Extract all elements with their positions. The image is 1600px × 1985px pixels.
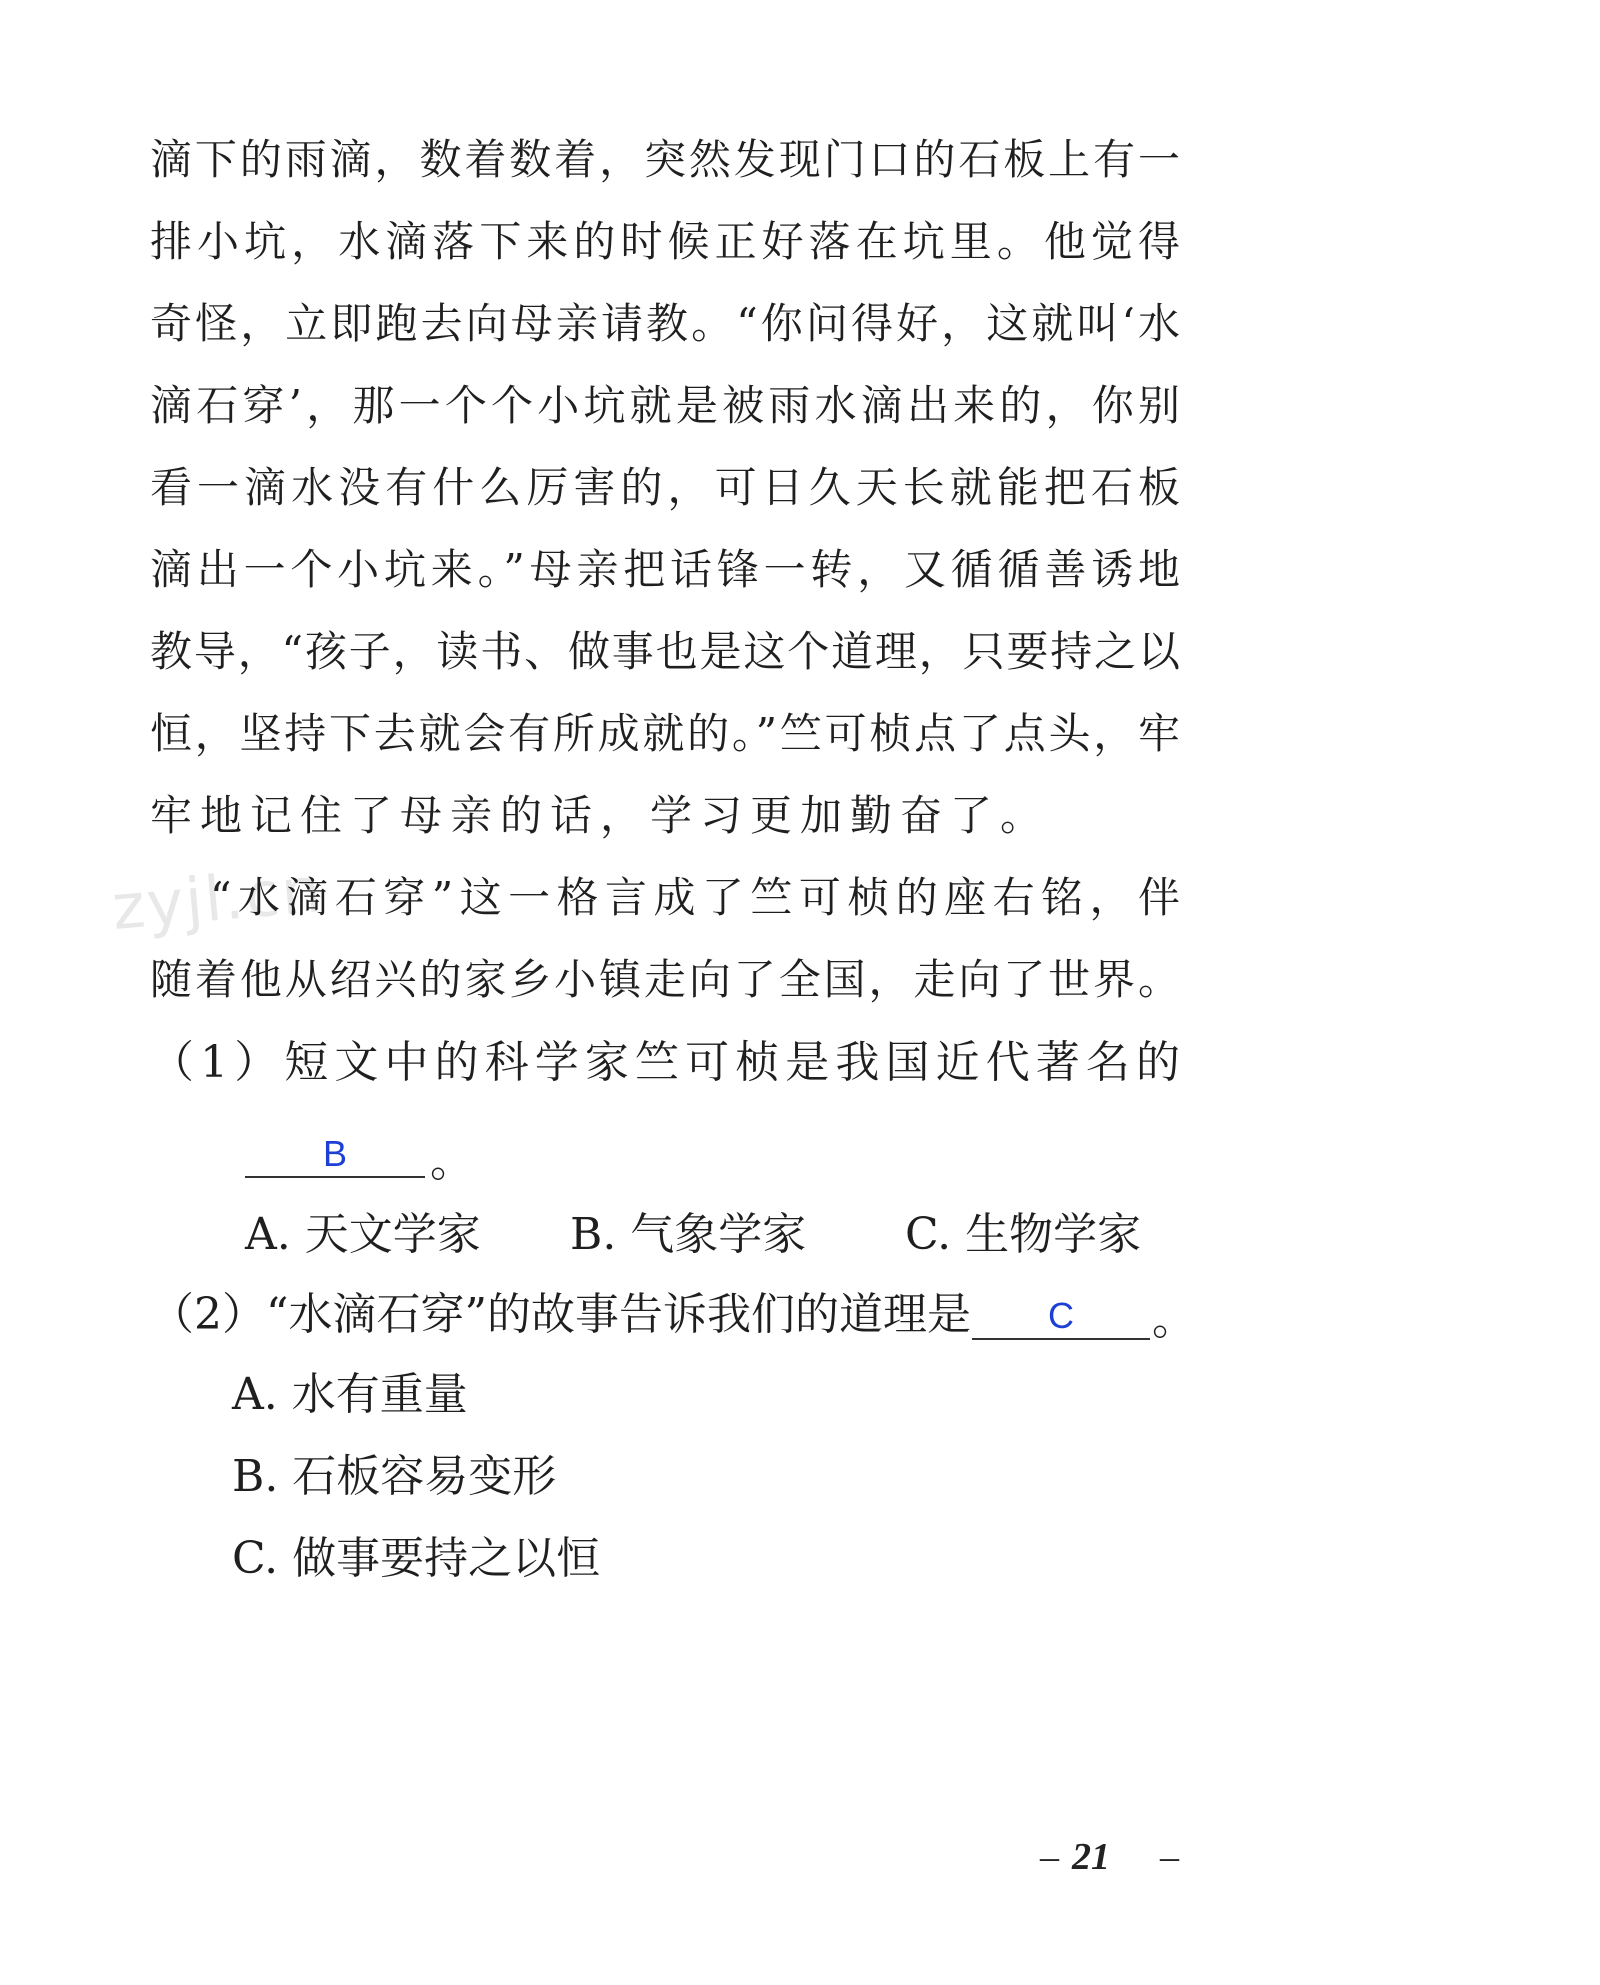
passage-line: 随着他从绍兴的家乡小镇走向了全国，走向了世界。 xyxy=(150,955,1180,1004)
passage-line: 排小坑，水滴落下来的时候正好落在坑里。他觉得 xyxy=(150,217,1180,266)
passage-line: 滴石穿’，那一个个小坑就是被雨水滴出来的，你别 xyxy=(150,381,1180,430)
passage-line: 牢地记住了母亲的话，学习更加勤奋了。 xyxy=(150,791,1051,840)
passage-line: 看一滴水没有什么厉害的，可日久天长就能把石板 xyxy=(150,463,1180,512)
passage-line: 恒，坚持下去就会有所成就的。”竺可桢点了点头，牢 xyxy=(150,709,1180,758)
question-2-option-c: C. 做事要持之以恒 xyxy=(232,1533,601,1584)
question-1-answer-blank[interactable] xyxy=(245,1128,425,1178)
question-2-option-a: A. 水有重量 xyxy=(232,1369,468,1420)
passage-line: 教导，“孩子，读书、做事也是这个道理，只要持之以 xyxy=(150,627,1180,676)
page-number-dash-left: – xyxy=(1040,1836,1059,1878)
passage-line: 滴下的雨滴，数着数着，突然发现门口的石板上有一 xyxy=(150,135,1180,184)
passage-line: “水滴石穿”这一格言成了竺可桢的座右铭，伴 xyxy=(210,873,1180,922)
question-2-option-b: B. 石板容易变形 xyxy=(232,1451,557,1502)
question-1-option-c: C. 生物学家 xyxy=(905,1209,1142,1260)
page-number: 21 xyxy=(1072,1836,1110,1878)
passage-line: 奇怪，立即跑去向母亲请教。“你问得好，这就叫‘水 xyxy=(150,299,1180,348)
question-1-option-b: B. 气象学家 xyxy=(570,1209,807,1260)
question-1-option-a: A. 天文学家 xyxy=(245,1209,481,1260)
question-1-end-mark: 。 xyxy=(430,1136,474,1187)
question-2-prompt: （2）“水滴石穿”的故事告诉我们的道理是 xyxy=(150,1289,971,1340)
question-1-prompt: （1）短文中的科学家竺可桢是我国近代著名的 xyxy=(150,1037,1180,1088)
question-2-answer-blank[interactable] xyxy=(972,1290,1150,1340)
page-number-dash-right: – xyxy=(1160,1836,1179,1878)
question-2-end-mark: 。 xyxy=(1152,1294,1196,1345)
passage-line: 滴出一个小坑来。”母亲把话锋一转，又循循善诱地 xyxy=(150,545,1180,594)
question-1-answer: B xyxy=(322,1133,347,1174)
question-2-answer: C xyxy=(1048,1295,1074,1336)
watermark: zyjl.cn xyxy=(109,852,326,945)
